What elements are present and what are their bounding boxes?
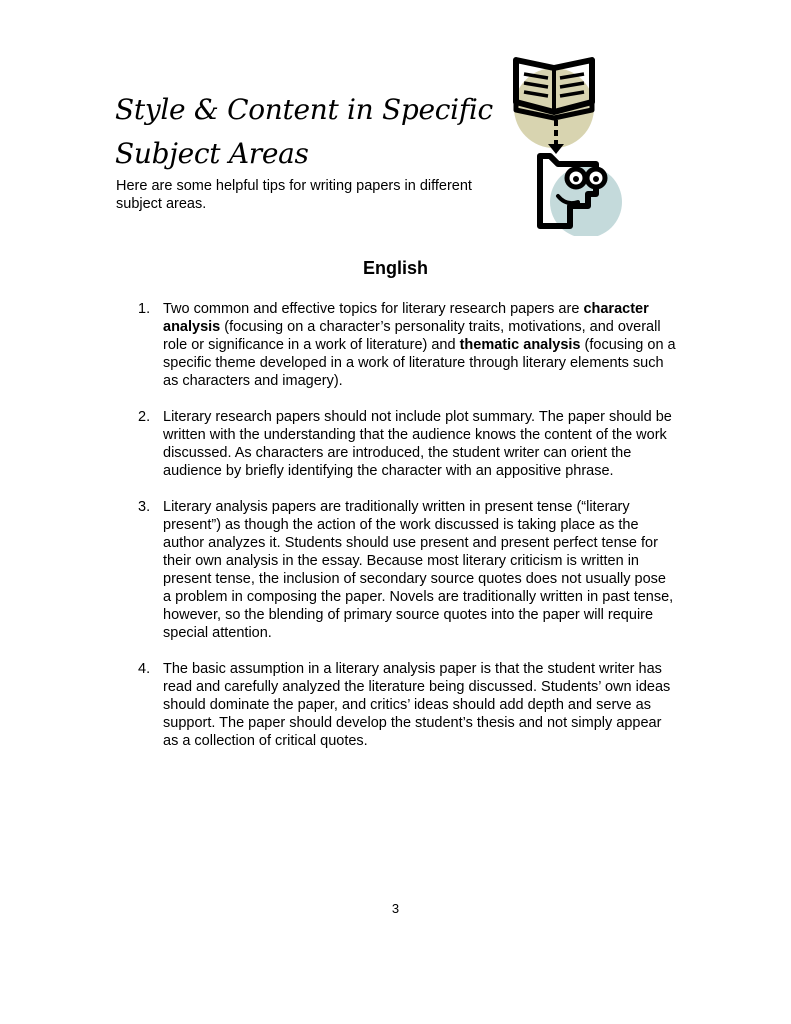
list-item-number: 1. xyxy=(138,301,151,317)
book-reader-icon xyxy=(508,56,628,236)
list-item-text: (focusing on a specific theme developed in a work of literature through literary elements such as characters and imagery). xyxy=(163,337,676,389)
title-line-2: Subject Areas xyxy=(115,137,309,170)
list-item-text: Two common and effective topics for literary research papers are xyxy=(163,301,584,317)
bold-term: character analysis xyxy=(163,301,649,335)
page-title xyxy=(115,88,493,176)
tips-list xyxy=(138,300,678,768)
list-item xyxy=(138,408,678,480)
section-heading: English xyxy=(362,258,428,278)
list-item-number: 2. xyxy=(138,409,151,425)
list-item-text: Literary analysis papers are traditionally written in present tense (“literary present”) as though the action of the work discussed is taking place as the author analyzes it. Students should use present and present perfect tense for their own analysis in the essay. Because most literary criticism is written in present tense, the inclusion of secondary source quotes does not usually pose a problem in composing the paper. Novels are traditionally written in past tense, however, so the blending of primary source quotes into the paper will require special attention. xyxy=(163,499,674,641)
book-reader-illustration xyxy=(508,56,628,236)
list-item-text: (focusing on a character’s personality traits, motivations, and overall role or significance in a work of literature) and xyxy=(163,319,661,353)
list-item xyxy=(138,660,678,750)
list-item-number: 3. xyxy=(138,499,151,515)
list-item-text: The basic assumption in a literary analysis paper is that the student writer has read and carefully analyzed the literature being discussed. Students’ own ideas should dominate the paper, and critics’ ideas should add depth and serve as support. The paper should develop the student’s thesis and not simply appear as a collection of critical quotes. xyxy=(163,661,671,749)
list-item-text: Literary research papers should not include plot summary. The paper should be written with the understanding that the audience knows the content of the work discussed. As characters are introduced, the student writer can orient the audience by briefly identifying the character with an appositive phrase. xyxy=(163,409,672,479)
title-line-1: Style & Content in Specific xyxy=(115,93,493,126)
list-item-number: 4. xyxy=(138,661,151,677)
page-subtitle: Here are some helpful tips for writing papers in different subject areas. xyxy=(116,178,472,212)
list-item xyxy=(138,300,678,390)
page-number: 3 xyxy=(391,901,400,916)
list-item xyxy=(138,498,678,642)
bold-term: thematic analysis xyxy=(459,337,581,353)
